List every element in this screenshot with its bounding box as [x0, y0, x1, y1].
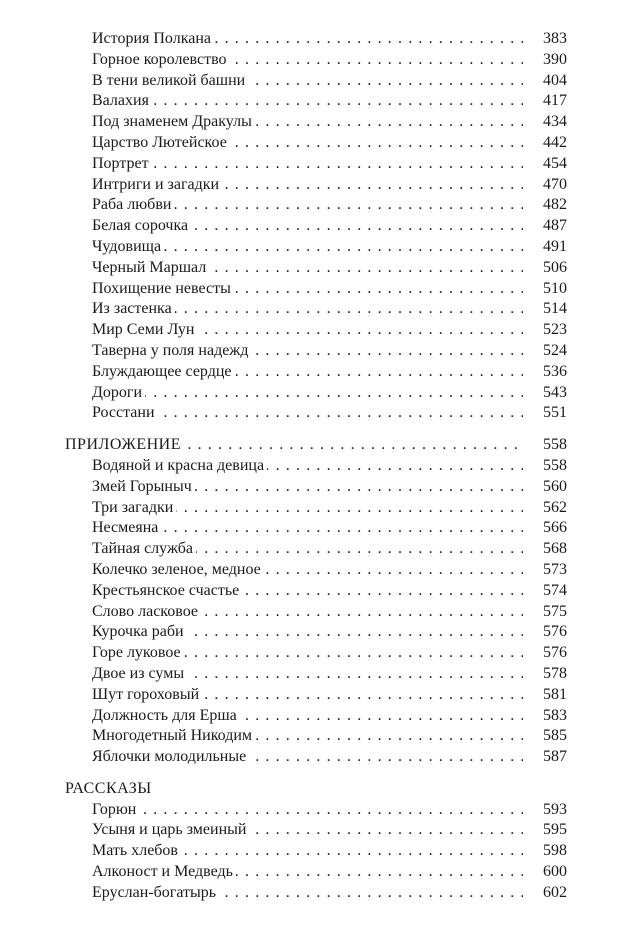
toc-entry-text: Горное королевство: [92, 51, 230, 68]
section-heading-page: 558: [543, 436, 567, 454]
toc-entry-text: Росстани: [92, 404, 158, 421]
toc-entry-text: Двое из сумы: [92, 665, 187, 682]
toc-entry-text: Черный Маршал: [92, 259, 209, 276]
toc-entry-title: [92, 841, 523, 862]
toc-entry-page: 593: [543, 800, 567, 818]
toc-entry-title: [92, 862, 523, 883]
toc-entry-page: 417: [543, 92, 567, 110]
toc-entry-text: Еруслан-богатырь: [92, 884, 219, 901]
toc-entry-text: Царство Лютейское: [92, 134, 230, 151]
toc-section-heading[interactable]: [0, 779, 633, 800]
section-heading-title: [65, 779, 523, 800]
section-gap: [0, 424, 633, 435]
toc-entry-page: 383: [543, 30, 567, 47]
toc-entry-page: 583: [543, 706, 567, 724]
toc-entry-page: 404: [543, 71, 567, 89]
toc-entry-title: [92, 643, 523, 664]
toc-entry-page: 573: [543, 560, 567, 578]
toc-entry-text: Многодетный Никодим: [92, 727, 255, 744]
toc-entry-page: 587: [543, 748, 567, 766]
toc-entry-title: [92, 91, 523, 112]
toc-entry-page: 574: [543, 581, 567, 599]
toc-entry[interactable]: [0, 133, 633, 154]
toc-entry-page: 442: [543, 133, 567, 151]
toc-entry-page: 536: [543, 362, 567, 380]
toc-entry[interactable]: [0, 362, 633, 383]
toc-entry[interactable]: [0, 341, 633, 362]
toc-entry[interactable]: [0, 539, 633, 560]
toc-entry-page: 487: [543, 217, 567, 235]
toc-entry-page: 510: [543, 279, 567, 297]
toc-entry[interactable]: [0, 706, 633, 727]
toc-entry-text: Змей Горыныч: [92, 478, 195, 495]
toc-entry-page: 506: [543, 258, 567, 276]
section-heading-text: РАССКАЗЫ: [65, 780, 155, 797]
toc-entry-text: Усыня и царь змеиный: [92, 821, 249, 838]
toc-entry-title: [92, 581, 523, 602]
toc-entry-page: 482: [543, 196, 567, 214]
toc-entry-text: Алконост и Медведь: [92, 863, 236, 880]
toc-entry-title: [92, 341, 523, 362]
toc-entry-text: Раба любви: [92, 196, 174, 213]
toc-entry[interactable]: [0, 91, 633, 112]
toc-entry-title: [92, 602, 523, 623]
toc-entry-title: [92, 622, 523, 643]
toc-section-heading[interactable]: [0, 435, 633, 456]
toc-entry-title: [92, 800, 523, 821]
toc-entry[interactable]: [0, 29, 633, 50]
toc-entry[interactable]: [0, 622, 633, 643]
toc-entry-page: 600: [543, 863, 567, 881]
toc-entry-page: 454: [543, 154, 567, 172]
toc-entry[interactable]: [0, 685, 633, 706]
toc-entry[interactable]: [0, 581, 633, 602]
toc-entry-text: Мир Семи Лун: [92, 321, 197, 338]
toc-entry[interactable]: [0, 643, 633, 664]
toc-entry-page: 470: [543, 175, 567, 193]
toc-entry-text: Похищение невесты: [92, 280, 234, 297]
toc-entry-title: [92, 279, 523, 300]
toc-entry-text: Несмеяна: [92, 519, 161, 536]
toc-entry-title: [92, 726, 523, 747]
toc-entry-title: [92, 29, 523, 50]
toc-entry-page: 558: [543, 456, 567, 474]
toc-entry[interactable]: [0, 175, 633, 196]
toc-entry-page: 562: [543, 498, 567, 516]
toc-entry-page: 514: [543, 300, 567, 318]
toc-entry-page: 524: [543, 341, 567, 359]
toc-entry-title: [92, 237, 523, 258]
toc-entry-title: [92, 747, 523, 768]
toc-entry[interactable]: [0, 195, 633, 216]
toc-entry-title: [92, 560, 523, 581]
toc-entry[interactable]: [0, 237, 633, 258]
toc-entry[interactable]: [0, 258, 633, 279]
toc-entry[interactable]: [0, 664, 633, 685]
toc-entry[interactable]: [0, 383, 633, 404]
toc-entry-text: Тайная служба: [92, 540, 196, 557]
toc-entry-page: 434: [543, 113, 567, 131]
toc-entry-page: 491: [543, 237, 567, 255]
toc-entry-title: [92, 195, 523, 216]
toc-entry-title: [92, 706, 523, 727]
toc-entry-text: Из застенка: [92, 300, 175, 317]
toc-entry-title: [92, 498, 523, 519]
toc-entry[interactable]: [0, 747, 633, 768]
toc-entry-text: Интриги и загадки: [92, 176, 222, 193]
toc-entry[interactable]: [0, 71, 633, 92]
toc-entry-text: В тени великой башни: [92, 72, 248, 89]
toc-entry-title: [92, 403, 523, 424]
toc-entry[interactable]: [0, 820, 633, 841]
toc-entry-text: Курочка раби: [92, 623, 187, 640]
toc-entry-title: [92, 518, 523, 539]
toc-entry-page: 598: [543, 842, 567, 860]
toc-entry-title: [92, 112, 523, 133]
toc-entry[interactable]: [0, 498, 633, 519]
toc-entry-title: [92, 50, 523, 71]
toc-entry-title: [92, 133, 523, 154]
toc-entry-page: 595: [543, 821, 567, 839]
toc-entry[interactable]: [0, 154, 633, 175]
toc-entry[interactable]: [0, 279, 633, 300]
toc-entry-page: 566: [543, 519, 567, 537]
toc-entry-title: [92, 154, 523, 175]
toc-entry[interactable]: [0, 112, 633, 133]
toc-entry[interactable]: [0, 456, 633, 477]
toc-entry-title: [92, 456, 523, 477]
toc-entry-title: [92, 820, 523, 841]
toc-entry-page: 581: [543, 685, 567, 703]
toc-entry[interactable]: [0, 800, 633, 821]
toc-entry-text: Под знаменем Дракулы: [92, 113, 255, 130]
toc-entry-text: Чудовища: [92, 238, 164, 255]
toc-entry-page: 560: [543, 477, 567, 495]
toc-entry-text: Горюн: [92, 801, 139, 818]
toc-entry-page: 551: [543, 404, 567, 422]
toc-entry[interactable]: [0, 518, 633, 539]
toc-entry[interactable]: [0, 403, 633, 424]
toc-entry-text: Портрет: [92, 155, 152, 172]
toc-entry-title: [92, 383, 523, 404]
toc-entry-text: Таверна у поля надежд: [92, 342, 252, 359]
toc-entry[interactable]: [0, 726, 633, 747]
toc-entry-text: Слово ласковое: [92, 603, 201, 620]
toc-entry-page: 576: [543, 623, 567, 641]
toc-entry-page: 568: [543, 540, 567, 558]
toc-entry-page: 585: [543, 727, 567, 745]
toc-entry-text: Блуждающее сердце: [92, 363, 235, 380]
toc-entry-title: [92, 320, 523, 341]
toc-entry-page: 602: [543, 883, 567, 901]
toc-entry-text: Три загадки: [92, 499, 176, 516]
toc-entry-page: 390: [543, 50, 567, 68]
toc-entry-page: 576: [543, 644, 567, 662]
toc-entry-title: [92, 477, 523, 498]
toc-entry-title: [92, 216, 523, 237]
toc-entry-title: [92, 362, 523, 383]
toc-entry-page: 543: [543, 383, 567, 401]
toc-entry[interactable]: [0, 841, 633, 862]
toc-entry[interactable]: [0, 50, 633, 71]
section-heading-title: [65, 435, 523, 456]
toc-entry-title: [92, 175, 523, 196]
toc-entry-text: Горе луковое: [92, 644, 184, 661]
toc-entry-text: Мать хлебов: [92, 842, 181, 859]
toc-entry-page: 523: [543, 321, 567, 339]
toc-entry[interactable]: [0, 602, 633, 623]
toc-entry-text: Должность для Ерша: [92, 707, 240, 724]
toc-entry-title: [92, 71, 523, 92]
toc-entry-text: Крестьянское счастье: [92, 582, 242, 599]
section-heading-text: ПРИЛОЖЕНИЕ: [65, 436, 184, 453]
toc-entry-text: Валахия: [92, 92, 152, 109]
toc-entry[interactable]: [0, 299, 633, 320]
toc-entry-title: [92, 685, 523, 706]
toc-entry[interactable]: [0, 477, 633, 498]
toc-entry-text: Колечко зеленое, медное: [92, 561, 264, 578]
toc-entry[interactable]: [0, 560, 633, 581]
toc-entry-text: Дороги: [92, 384, 145, 401]
toc-entry-title: [92, 258, 523, 279]
toc-entry-title: [92, 883, 523, 904]
toc-entry-title: [92, 539, 523, 560]
toc-entry-text: Белая сорочка: [92, 217, 191, 234]
toc-entry-title: [92, 299, 523, 320]
toc-entry-title: [92, 664, 523, 685]
toc-entry-text: Яблочки молодильные: [92, 748, 249, 765]
toc-entry-text: История Полкана: [92, 30, 214, 47]
table-of-contents: [0, 29, 633, 904]
toc-entry-text: Шут гороховый: [92, 686, 202, 703]
section-gap: [0, 768, 633, 779]
toc-entry-page: 578: [543, 664, 567, 682]
toc-entry[interactable]: [0, 320, 633, 341]
toc-entry-text: Водяной и красна девица: [92, 457, 267, 474]
toc-entry-page: 575: [543, 602, 567, 620]
toc-entry[interactable]: [0, 216, 633, 237]
toc-entry[interactable]: [0, 862, 633, 883]
toc-entry[interactable]: [0, 883, 633, 904]
